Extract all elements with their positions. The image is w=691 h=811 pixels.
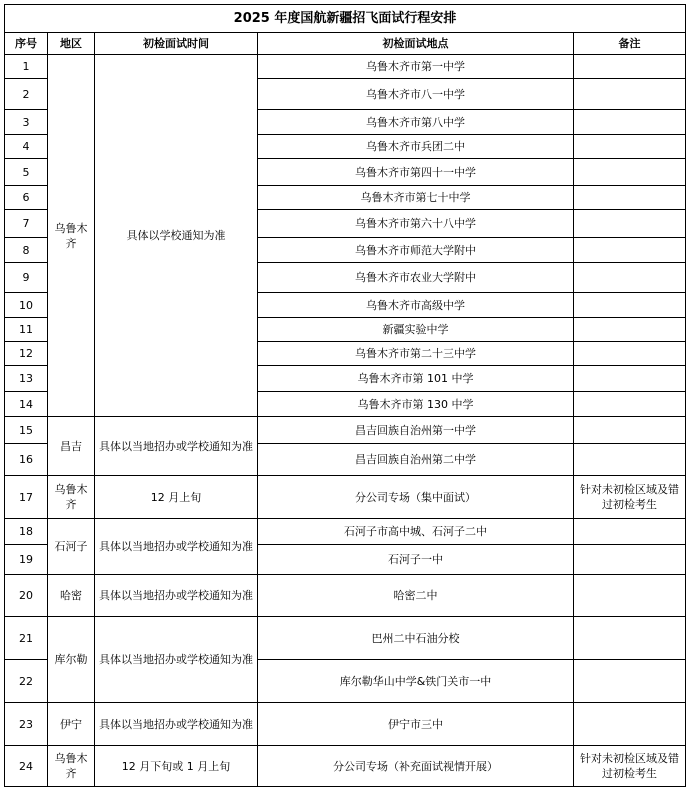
location-cell: 乌鲁木齐市师范大学附中 [258,238,574,263]
region-cell: 哈密 [48,575,95,617]
seq-cell: 14 [5,392,48,417]
location-cell: 乌鲁木齐市第一中学 [258,55,574,79]
seq-cell: 11 [5,318,48,342]
note-cell [574,55,686,79]
seq-cell: 3 [5,110,48,135]
location-cell: 伊宁市三中 [258,703,574,746]
location-cell: 昌吉回族自治州第一中学 [258,417,574,444]
table-row [5,617,686,660]
note-cell [574,342,686,366]
seq-cell: 22 [5,660,48,703]
seq-cell: 9 [5,263,48,293]
seq-cell: 12 [5,342,48,366]
seq-cell: 8 [5,238,48,263]
header-note: 备注 [574,33,686,55]
location-cell: 石河子市高中城、石河子二中 [258,519,574,545]
location-cell: 分公司专场（补充面试视情开展） [258,746,574,787]
location-cell: 乌鲁木齐市第七十中学 [258,186,574,210]
table-row [5,703,686,746]
table-row [5,417,686,444]
note-cell [574,135,686,159]
seq-cell: 18 [5,519,48,545]
location-cell: 乌鲁木齐市第 130 中学 [258,392,574,417]
region-cell: 乌鲁木齐 [48,746,95,787]
seq-cell: 4 [5,135,48,159]
header-row [5,33,686,55]
location-cell: 石河子一中 [258,545,574,575]
region-cell: 石河子 [48,519,95,575]
note-cell [574,703,686,746]
seq-cell: 20 [5,575,48,617]
seq-cell: 7 [5,210,48,238]
location-cell: 昌吉回族自治州第二中学 [258,444,574,476]
table-row [5,519,686,545]
seq-cell: 19 [5,545,48,575]
note-cell [574,575,686,617]
seq-cell: 6 [5,186,48,210]
location-cell: 乌鲁木齐市第 101 中学 [258,366,574,392]
location-cell: 乌鲁木齐市第六十八中学 [258,210,574,238]
note-cell [574,392,686,417]
time-cell: 具体以当地招办或学校通知为准 [95,703,258,746]
location-cell: 乌鲁木齐市第二十三中学 [258,342,574,366]
table-row [5,746,686,787]
time-cell: 具体以当地招办或学校通知为准 [95,575,258,617]
seq-cell: 5 [5,159,48,186]
seq-cell: 21 [5,617,48,660]
time-cell: 12 月上旬 [95,476,258,519]
note-cell [574,417,686,444]
region-cell: 乌鲁木齐 [48,476,95,519]
note-cell [574,444,686,476]
location-cell: 新疆实验中学 [258,318,574,342]
note-cell [574,210,686,238]
table-title: 2025 年度国航新疆招飞面试行程安排 [5,5,686,33]
time-cell: 12 月下旬或 1 月上旬 [95,746,258,787]
note-cell [574,159,686,186]
note-cell [574,263,686,293]
table-row [5,55,686,79]
seq-cell: 24 [5,746,48,787]
note-cell: 针对未初检区域及错过初检考生 [574,476,686,519]
seq-cell: 2 [5,79,48,110]
region-cell: 昌吉 [48,417,95,476]
table-row [5,476,686,519]
note-cell [574,293,686,318]
note-cell [574,366,686,392]
header-location: 初检面试地点 [258,33,574,55]
location-cell: 乌鲁木齐市第四十一中学 [258,159,574,186]
note-cell [574,238,686,263]
seq-cell: 1 [5,55,48,79]
time-cell: 具体以当地招办或学校通知为准 [95,617,258,703]
time-cell: 具体以当地招办或学校通知为准 [95,417,258,476]
header-time: 初检面试时间 [95,33,258,55]
note-cell [574,110,686,135]
time-cell: 具体以当地招办或学校通知为准 [95,519,258,575]
note-cell: 针对未初检区域及错过初检考生 [574,746,686,787]
header-region: 地区 [48,33,95,55]
table-row [5,575,686,617]
location-cell: 乌鲁木齐市八一中学 [258,79,574,110]
location-cell: 乌鲁木齐市农业大学附中 [258,263,574,293]
location-cell: 乌鲁木齐市高级中学 [258,293,574,318]
seq-cell: 15 [5,417,48,444]
seq-cell: 16 [5,444,48,476]
schedule-table [4,4,686,787]
region-cell: 乌鲁木齐 [48,55,95,417]
note-cell [574,519,686,545]
seq-cell: 13 [5,366,48,392]
header-seq: 序号 [5,33,48,55]
location-cell: 库尔勒华山中学&铁门关市一中 [258,660,574,703]
location-cell: 乌鲁木齐市第八中学 [258,110,574,135]
region-cell: 库尔勒 [48,617,95,703]
note-cell [574,660,686,703]
region-cell: 伊宁 [48,703,95,746]
seq-cell: 23 [5,703,48,746]
location-cell: 哈密二中 [258,575,574,617]
title-row [5,5,686,33]
note-cell [574,617,686,660]
note-cell [574,545,686,575]
location-cell: 巴州二中石油分校 [258,617,574,660]
note-cell [574,186,686,210]
seq-cell: 17 [5,476,48,519]
note-cell [574,79,686,110]
location-cell: 分公司专场（集中面试） [258,476,574,519]
seq-cell: 10 [5,293,48,318]
location-cell: 乌鲁木齐市兵团二中 [258,135,574,159]
note-cell [574,318,686,342]
time-cell: 具体以学校通知为准 [95,55,258,417]
